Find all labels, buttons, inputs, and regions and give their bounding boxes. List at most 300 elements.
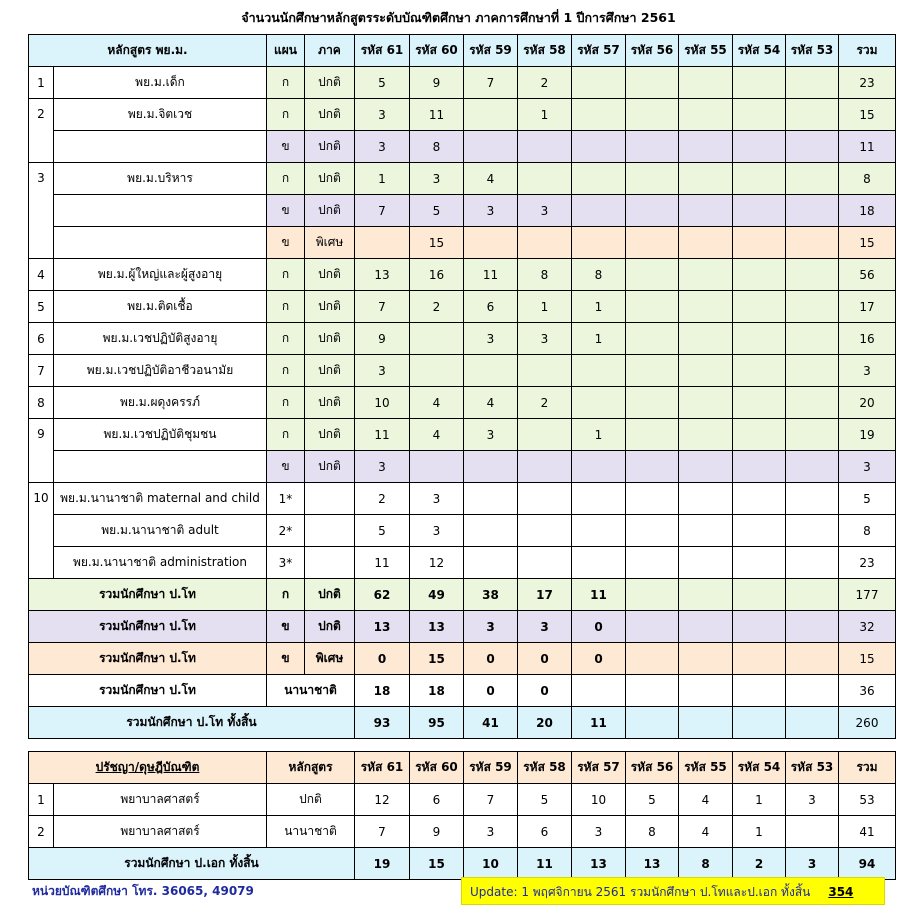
value-cell: 12 bbox=[355, 784, 410, 816]
summary-value: 11 bbox=[572, 707, 626, 739]
summary-value bbox=[626, 579, 679, 611]
term-cell: ปกติ bbox=[305, 451, 355, 483]
summary-value bbox=[679, 707, 733, 739]
value-cell bbox=[464, 483, 518, 515]
term-cell: ปกติ bbox=[305, 195, 355, 227]
summary-value bbox=[679, 611, 733, 643]
value-cell bbox=[733, 227, 786, 259]
value-cell bbox=[626, 355, 679, 387]
program-name bbox=[54, 195, 267, 227]
value-cell bbox=[626, 483, 679, 515]
value-cell bbox=[733, 131, 786, 163]
value-cell: 5 bbox=[518, 784, 572, 816]
summary-label: รวมนักศึกษา ป.โท bbox=[29, 611, 267, 643]
value-cell: 4 bbox=[679, 784, 733, 816]
header-cohort: รหัส 56 bbox=[626, 752, 679, 784]
value-cell: 6 bbox=[518, 816, 572, 848]
total-cell: 56 bbox=[839, 259, 896, 291]
value-cell: 7 bbox=[355, 195, 410, 227]
header-cohort: รหัส 60 bbox=[410, 35, 464, 67]
summary-value: 0 bbox=[464, 643, 518, 675]
value-cell bbox=[626, 323, 679, 355]
header-cohort: รหัส 53 bbox=[786, 752, 839, 784]
table-row bbox=[29, 323, 896, 355]
program-name: พย.ม.นานาชาติ maternal and child bbox=[54, 483, 267, 515]
total-cell: 41 bbox=[839, 816, 896, 848]
summary-value: 17 bbox=[518, 579, 572, 611]
value-cell bbox=[518, 355, 572, 387]
value-cell bbox=[626, 195, 679, 227]
term-cell bbox=[305, 547, 355, 579]
table-row bbox=[29, 419, 896, 451]
program-name: พย.ม.บริหาร bbox=[54, 163, 267, 195]
value-cell: 5 bbox=[626, 784, 679, 816]
program-name bbox=[54, 451, 267, 483]
row-number: 3 bbox=[29, 163, 54, 259]
total-cell: 8 bbox=[839, 515, 896, 547]
value-cell bbox=[518, 451, 572, 483]
term-cell bbox=[305, 483, 355, 515]
value-cell: 8 bbox=[410, 131, 464, 163]
row-number: 1 bbox=[29, 784, 54, 816]
summary-value: 18 bbox=[410, 675, 464, 707]
value-cell bbox=[518, 547, 572, 579]
value-cell: 11 bbox=[355, 547, 410, 579]
summary-term: ปกติ bbox=[305, 579, 355, 611]
value-cell bbox=[786, 99, 839, 131]
summary-value bbox=[626, 611, 679, 643]
table-row bbox=[29, 547, 896, 579]
value-cell bbox=[786, 355, 839, 387]
table-row bbox=[29, 784, 896, 816]
value-cell bbox=[626, 387, 679, 419]
value-cell bbox=[464, 515, 518, 547]
summary-value bbox=[786, 611, 839, 643]
value-cell bbox=[572, 515, 626, 547]
value-cell: 7 bbox=[355, 291, 410, 323]
curriculum-cell: ปกติ bbox=[267, 784, 355, 816]
value-cell bbox=[679, 483, 733, 515]
summary-value: 0 bbox=[518, 643, 572, 675]
table-row bbox=[29, 67, 896, 99]
header-total: รวม bbox=[839, 35, 896, 67]
value-cell: 3 bbox=[410, 163, 464, 195]
row-number: 2 bbox=[29, 99, 54, 163]
program-name: พย.ม.ผู้ใหญ่และผู้สูงอายุ bbox=[54, 259, 267, 291]
summary-term: พิเศษ bbox=[305, 643, 355, 675]
plan-cell: ก bbox=[267, 291, 305, 323]
row-number: 9 bbox=[29, 419, 54, 483]
summary-value: 13 bbox=[572, 848, 626, 880]
table-row bbox=[29, 195, 896, 227]
term-cell: พิเศษ bbox=[305, 227, 355, 259]
value-cell bbox=[786, 387, 839, 419]
value-cell bbox=[786, 227, 839, 259]
value-cell: 4 bbox=[679, 816, 733, 848]
update-text: Update: 1 พฤศจิกายน 2561 รวมนักศึกษา ป.โทและป.เอก ทั้งสิ้น bbox=[470, 885, 811, 899]
value-cell: 7 bbox=[464, 67, 518, 99]
value-cell bbox=[733, 451, 786, 483]
value-cell: 10 bbox=[572, 784, 626, 816]
program-name: พย.ม.จิตเวช bbox=[54, 99, 267, 131]
value-cell bbox=[733, 195, 786, 227]
value-cell bbox=[572, 451, 626, 483]
value-cell bbox=[518, 131, 572, 163]
value-cell bbox=[518, 515, 572, 547]
table-row bbox=[29, 131, 896, 163]
doctoral-header-row bbox=[29, 752, 896, 784]
summary-value: 11 bbox=[518, 848, 572, 880]
value-cell: 8 bbox=[572, 259, 626, 291]
value-cell: 5 bbox=[410, 195, 464, 227]
summary-value bbox=[572, 675, 626, 707]
value-cell: 3 bbox=[786, 784, 839, 816]
doctoral-table bbox=[28, 751, 896, 880]
value-cell bbox=[786, 451, 839, 483]
table-row bbox=[29, 99, 896, 131]
value-cell bbox=[626, 259, 679, 291]
value-cell: 1 bbox=[733, 784, 786, 816]
plan-cell: ก bbox=[267, 67, 305, 99]
header-cohort: รหัส 55 bbox=[679, 35, 733, 67]
plan-cell: ก bbox=[267, 259, 305, 291]
value-cell bbox=[626, 451, 679, 483]
summary-value bbox=[679, 643, 733, 675]
summary-label: รวมนักศึกษา ป.โท ทั้งสิ้น bbox=[29, 707, 355, 739]
table-row bbox=[29, 816, 896, 848]
table-row bbox=[29, 355, 896, 387]
summary-value: 41 bbox=[464, 707, 518, 739]
value-cell: 12 bbox=[410, 547, 464, 579]
program-name: พย.ม.ติดเชื้อ bbox=[54, 291, 267, 323]
value-cell: 15 bbox=[410, 227, 464, 259]
header-cohort: รหัส 59 bbox=[464, 752, 518, 784]
value-cell bbox=[786, 515, 839, 547]
value-cell: 2 bbox=[410, 291, 464, 323]
value-cell: 6 bbox=[410, 784, 464, 816]
value-cell: 3 bbox=[464, 195, 518, 227]
value-cell bbox=[786, 259, 839, 291]
summary-value bbox=[786, 675, 839, 707]
summary-value bbox=[786, 707, 839, 739]
total-cell: 5 bbox=[839, 483, 896, 515]
value-cell: 2 bbox=[518, 67, 572, 99]
value-cell: 11 bbox=[355, 419, 410, 451]
header-cohort: รหัส 57 bbox=[572, 752, 626, 784]
header-cohort: รหัส 59 bbox=[464, 35, 518, 67]
table-row bbox=[29, 291, 896, 323]
row-number: 1 bbox=[29, 67, 54, 99]
value-cell bbox=[355, 227, 410, 259]
value-cell: 3 bbox=[464, 419, 518, 451]
value-cell: 1 bbox=[572, 291, 626, 323]
header-plan: แผน bbox=[267, 35, 305, 67]
value-cell bbox=[786, 816, 839, 848]
value-cell: 1 bbox=[518, 99, 572, 131]
plan-cell: ก bbox=[267, 323, 305, 355]
value-cell bbox=[572, 355, 626, 387]
value-cell bbox=[679, 451, 733, 483]
row-number: 7 bbox=[29, 355, 54, 387]
plan-cell: ก bbox=[267, 387, 305, 419]
summary-row bbox=[29, 579, 896, 611]
value-cell bbox=[679, 515, 733, 547]
masters-table bbox=[28, 34, 896, 739]
plan-cell: ข bbox=[267, 227, 305, 259]
total-cell: 23 bbox=[839, 67, 896, 99]
summary-value: 3 bbox=[464, 611, 518, 643]
value-cell bbox=[626, 67, 679, 99]
summary-value: 62 bbox=[355, 579, 410, 611]
value-cell bbox=[572, 387, 626, 419]
table-row bbox=[29, 387, 896, 419]
summary-label: รวมนักศึกษา ป.โท bbox=[29, 579, 267, 611]
value-cell: 13 bbox=[355, 259, 410, 291]
term-cell bbox=[305, 515, 355, 547]
value-cell bbox=[733, 259, 786, 291]
summary-plan: นานาชาติ bbox=[267, 675, 355, 707]
value-cell: 4 bbox=[464, 387, 518, 419]
summary-value bbox=[733, 611, 786, 643]
value-cell: 2 bbox=[518, 387, 572, 419]
value-cell bbox=[679, 227, 733, 259]
value-cell bbox=[679, 195, 733, 227]
header-cohort: รหัส 58 bbox=[518, 35, 572, 67]
summary-value: 49 bbox=[410, 579, 464, 611]
value-cell bbox=[679, 323, 733, 355]
value-cell: 3 bbox=[518, 323, 572, 355]
plan-cell: ข bbox=[267, 195, 305, 227]
summary-value: 8 bbox=[679, 848, 733, 880]
value-cell: 3 bbox=[355, 451, 410, 483]
grand-total: 354 bbox=[828, 885, 854, 899]
term-cell: ปกติ bbox=[305, 355, 355, 387]
value-cell: 2 bbox=[355, 483, 410, 515]
total-cell: 15 bbox=[839, 99, 896, 131]
table-row bbox=[29, 451, 896, 483]
value-cell bbox=[572, 99, 626, 131]
total-cell: 3 bbox=[839, 451, 896, 483]
summary-value: 10 bbox=[464, 848, 518, 880]
value-cell: 1 bbox=[518, 291, 572, 323]
value-cell bbox=[518, 483, 572, 515]
value-cell bbox=[626, 163, 679, 195]
value-cell: 1 bbox=[355, 163, 410, 195]
table-row bbox=[29, 259, 896, 291]
summary-value: 0 bbox=[464, 675, 518, 707]
value-cell bbox=[679, 419, 733, 451]
value-cell bbox=[464, 547, 518, 579]
value-cell: 1 bbox=[572, 419, 626, 451]
header-cohort: รหัส 61 bbox=[355, 35, 410, 67]
term-cell: ปกติ bbox=[305, 323, 355, 355]
summary-term: ปกติ bbox=[305, 611, 355, 643]
plan-cell: ก bbox=[267, 419, 305, 451]
row-number: 8 bbox=[29, 387, 54, 419]
value-cell: 1 bbox=[733, 816, 786, 848]
value-cell bbox=[786, 547, 839, 579]
value-cell bbox=[626, 227, 679, 259]
summary-value bbox=[733, 707, 786, 739]
value-cell bbox=[572, 547, 626, 579]
summary-value: 93 bbox=[355, 707, 410, 739]
term-cell: ปกติ bbox=[305, 163, 355, 195]
plan-cell: ข bbox=[267, 451, 305, 483]
term-cell: ปกติ bbox=[305, 259, 355, 291]
total-cell: 53 bbox=[839, 784, 896, 816]
value-cell bbox=[679, 291, 733, 323]
program-name bbox=[54, 227, 267, 259]
value-cell bbox=[626, 99, 679, 131]
term-cell: ปกติ bbox=[305, 67, 355, 99]
value-cell bbox=[733, 355, 786, 387]
value-cell: 1 bbox=[572, 323, 626, 355]
value-cell bbox=[733, 515, 786, 547]
summary-value: 15 bbox=[410, 643, 464, 675]
header-cohort: รหัส 56 bbox=[626, 35, 679, 67]
value-cell: 7 bbox=[464, 784, 518, 816]
curriculum-cell: นานาชาติ bbox=[267, 816, 355, 848]
header-cohort: รหัส 57 bbox=[572, 35, 626, 67]
program-name: พยาบาลศาสตร์ bbox=[54, 784, 267, 816]
program-name: พย.ม.นานาชาติ adult bbox=[54, 515, 267, 547]
value-cell: 9 bbox=[410, 816, 464, 848]
value-cell bbox=[626, 515, 679, 547]
summary-value: 2 bbox=[733, 848, 786, 880]
value-cell bbox=[786, 67, 839, 99]
value-cell bbox=[626, 419, 679, 451]
summary-plan: ข bbox=[267, 643, 305, 675]
header-cohort: รหัส 53 bbox=[786, 35, 839, 67]
summary-value bbox=[786, 643, 839, 675]
summary-plan: ข bbox=[267, 611, 305, 643]
value-cell bbox=[464, 227, 518, 259]
summary-value: 3 bbox=[518, 611, 572, 643]
program-name: พย.ม.เวชปฏิบัติสูงอายุ bbox=[54, 323, 267, 355]
header-cohort: รหัส 55 bbox=[679, 752, 733, 784]
program-name bbox=[54, 131, 267, 163]
value-cell bbox=[733, 483, 786, 515]
value-cell bbox=[679, 547, 733, 579]
row-number: 10 bbox=[29, 483, 54, 579]
summary-plan: ก bbox=[267, 579, 305, 611]
program-name: พย.ม.นานาชาติ administration bbox=[54, 547, 267, 579]
summary-label: รวมนักศึกษา ป.เอก ทั้งสิ้น bbox=[29, 848, 355, 880]
summary-value: 19 bbox=[355, 848, 410, 880]
value-cell bbox=[572, 163, 626, 195]
masters-header-row bbox=[29, 35, 896, 67]
summary-value: 0 bbox=[518, 675, 572, 707]
value-cell: 10 bbox=[355, 387, 410, 419]
header-cohort: รหัส 61 bbox=[355, 752, 410, 784]
header-cohort: รหัส 58 bbox=[518, 752, 572, 784]
value-cell: 3 bbox=[410, 515, 464, 547]
plan-cell: 2* bbox=[267, 515, 305, 547]
value-cell: 11 bbox=[464, 259, 518, 291]
value-cell: 3 bbox=[464, 816, 518, 848]
table-row bbox=[29, 163, 896, 195]
summary-value bbox=[679, 675, 733, 707]
value-cell bbox=[679, 131, 733, 163]
value-cell bbox=[679, 355, 733, 387]
plan-cell: ข bbox=[267, 131, 305, 163]
value-cell: 5 bbox=[355, 67, 410, 99]
value-cell bbox=[733, 67, 786, 99]
header-program: หลักสูตร พย.ม. bbox=[29, 35, 267, 67]
summary-value: 0 bbox=[572, 643, 626, 675]
total-cell: 17 bbox=[839, 291, 896, 323]
summary-value: 95 bbox=[410, 707, 464, 739]
total-cell: 20 bbox=[839, 387, 896, 419]
value-cell bbox=[679, 259, 733, 291]
term-cell: ปกติ bbox=[305, 99, 355, 131]
value-cell: 4 bbox=[410, 387, 464, 419]
value-cell bbox=[679, 67, 733, 99]
summary-total: 32 bbox=[839, 611, 896, 643]
summary-value bbox=[733, 675, 786, 707]
table-row bbox=[29, 483, 896, 515]
value-cell bbox=[464, 99, 518, 131]
total-cell: 11 bbox=[839, 131, 896, 163]
summary-value bbox=[733, 579, 786, 611]
value-cell: 3 bbox=[355, 99, 410, 131]
summary-value: 0 bbox=[572, 611, 626, 643]
summary-total: 177 bbox=[839, 579, 896, 611]
summary-value: 38 bbox=[464, 579, 518, 611]
summary-total: 260 bbox=[839, 707, 896, 739]
plan-cell: ก bbox=[267, 163, 305, 195]
summary-value: 3 bbox=[786, 848, 839, 880]
term-cell: ปกติ bbox=[305, 131, 355, 163]
summary-value bbox=[679, 579, 733, 611]
header-cohort: รหัส 60 bbox=[410, 752, 464, 784]
table-row bbox=[29, 227, 896, 259]
value-cell: 3 bbox=[355, 355, 410, 387]
summary-row bbox=[29, 848, 896, 880]
value-cell: 8 bbox=[626, 816, 679, 848]
value-cell bbox=[518, 227, 572, 259]
value-cell bbox=[410, 355, 464, 387]
summary-value bbox=[626, 707, 679, 739]
value-cell: 8 bbox=[518, 259, 572, 291]
program-name: พยาบาลศาสตร์ bbox=[54, 816, 267, 848]
summary-label: รวมนักศึกษา ป.โท bbox=[29, 643, 267, 675]
summary-value: 0 bbox=[355, 643, 410, 675]
value-cell bbox=[733, 387, 786, 419]
value-cell bbox=[572, 67, 626, 99]
value-cell: 3 bbox=[464, 323, 518, 355]
term-cell: ปกติ bbox=[305, 387, 355, 419]
program-name: พย.ม.เวชปฏิบัติอาชีวอนามัย bbox=[54, 355, 267, 387]
summary-value bbox=[786, 579, 839, 611]
summary-row bbox=[29, 611, 896, 643]
row-number: 5 bbox=[29, 291, 54, 323]
value-cell: 5 bbox=[355, 515, 410, 547]
summary-value: 15 bbox=[410, 848, 464, 880]
summary-value: 18 bbox=[355, 675, 410, 707]
value-cell bbox=[733, 291, 786, 323]
value-cell bbox=[786, 483, 839, 515]
total-cell: 8 bbox=[839, 163, 896, 195]
value-cell bbox=[518, 419, 572, 451]
value-cell bbox=[786, 195, 839, 227]
header-curriculum: หลักสูตร bbox=[267, 752, 355, 784]
summary-value: 11 bbox=[572, 579, 626, 611]
table-row bbox=[29, 515, 896, 547]
total-cell: 18 bbox=[839, 195, 896, 227]
summary-value bbox=[626, 643, 679, 675]
program-name: พย.ม.เด็ก bbox=[54, 67, 267, 99]
